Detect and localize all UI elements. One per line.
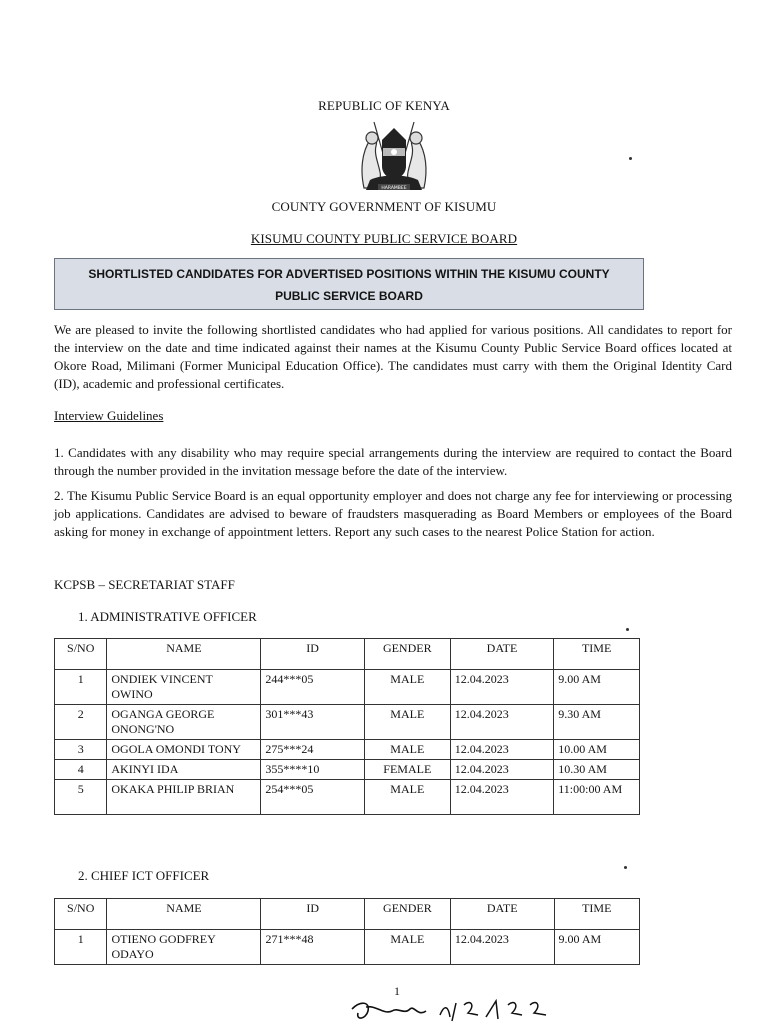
cell-time: 10.30 AM	[554, 760, 640, 780]
guideline-item-1: 1. Candidates with any disability who may require special arrangements during the interview are required to contact the Board through the number provided in the invitation message before the date of the interview.	[54, 445, 732, 478]
cell-time: 9.00 AM	[554, 670, 640, 705]
cell-time: 9.00 AM	[554, 930, 639, 965]
title-banner	[54, 258, 644, 310]
cell-id: 355****10	[261, 760, 364, 780]
table-header-row	[55, 899, 640, 930]
scan-speck	[626, 628, 629, 631]
section-title: KCPSB – SECRETARIAT STAFF	[54, 577, 235, 592]
county-government-heading: COUNTY GOVERNMENT OF KISUMU	[271, 199, 497, 214]
cell-sno: 5	[55, 780, 107, 815]
handwritten-signature	[348, 995, 558, 1024]
col-name: NAME	[107, 899, 261, 930]
cell-sno: 1	[55, 930, 107, 965]
col-date: DATE	[450, 639, 553, 670]
cell-sno: 3	[55, 740, 107, 760]
table-row	[55, 705, 640, 740]
col-date: DATE	[450, 899, 554, 930]
cell-id: 275***24	[261, 740, 364, 760]
col-sno: S/NO	[55, 639, 107, 670]
banner-line-2: PUBLIC SERVICE BOARD	[275, 289, 423, 303]
cell-id: 244***05	[261, 670, 364, 705]
cell-date: 12.04.2023	[450, 780, 553, 815]
cell-date: 12.04.2023	[450, 670, 553, 705]
guideline-item-2: 2. The Kisumu Public Service Board is an equal opportunity employer and does not charge any fee for interviewing or processing job applications. Candidates are advised to beware of fraudsters masquerading as Board Members or employees of the Board asking for money in exchange of appointment letters. Report any such cases to the nearest Police Station for action.	[54, 488, 732, 539]
cell-id: 301***43	[261, 705, 364, 740]
col-time: TIME	[554, 899, 639, 930]
cell-date: 12.04.2023	[450, 740, 553, 760]
cell-name: OGANGA GEORGE ONONG'NO	[107, 705, 261, 740]
col-gender: GENDER	[364, 639, 450, 670]
intro-paragraph: We are pleased to invite the following shortlisted candidates who had applied for various positions. All candidates to report for the interview on the date and time indicated against their names at the Kisumu County Public Service Board offices located at Okore Road, Milimani (Former Municipal Education Office). The candidates must carry with them the Original Identity Card (ID), academic and professional certificates.	[54, 322, 732, 391]
candidates-table-2	[54, 898, 640, 965]
cell-name: ONDIEK VINCENT OWINO	[107, 670, 261, 705]
col-id: ID	[261, 639, 364, 670]
cell-name: OTIENO GODFREY ODAYO	[107, 930, 261, 965]
scan-speck	[629, 157, 632, 160]
cell-sno: 2	[55, 705, 107, 740]
svg-text:HARAMBEE: HARAMBEE	[381, 186, 407, 191]
cell-date: 12.04.2023	[450, 930, 554, 965]
cell-id: 254***05	[261, 780, 364, 815]
cell-sno: 4	[55, 760, 107, 780]
candidates-table-1	[54, 638, 640, 815]
col-id: ID	[261, 899, 364, 930]
table-header-row	[55, 639, 640, 670]
cell-time: 9.30 AM	[554, 705, 640, 740]
position-title-2: 2. CHIEF ICT OFFICER	[78, 868, 210, 883]
table-row	[55, 760, 640, 780]
table-row	[55, 740, 640, 760]
republic-heading: REPUBLIC OF KENYA	[318, 98, 450, 113]
position-title-1: 1. ADMINISTRATIVE OFFICER	[78, 609, 257, 624]
scan-speck	[624, 866, 627, 869]
cell-time: 10.00 AM	[554, 740, 640, 760]
cell-sno: 1	[55, 670, 107, 705]
cell-gender: MALE	[364, 740, 450, 760]
guidelines-title: Interview Guidelines	[54, 408, 164, 423]
table-row	[55, 930, 640, 965]
banner-line-1: SHORTLISTED CANDIDATES FOR ADVERTISED POSITIONS WITHIN THE KISUMU COUNTY	[88, 267, 610, 281]
cell-gender: MALE	[364, 705, 450, 740]
cell-time: 11:00:00 AM	[554, 780, 640, 815]
table-row	[55, 780, 640, 815]
col-sno: S/NO	[55, 899, 107, 930]
cell-gender: MALE	[364, 670, 450, 705]
coat-of-arms-icon	[352, 118, 436, 196]
cell-gender: MALE	[364, 780, 450, 815]
board-heading: KISUMU COUNTY PUBLIC SERVICE BOARD	[250, 231, 518, 246]
cell-gender: FEMALE	[364, 760, 450, 780]
cell-date: 12.04.2023	[450, 760, 553, 780]
cell-id: 271***48	[261, 930, 364, 965]
col-gender: GENDER	[364, 899, 450, 930]
cell-name: AKINYI IDA	[107, 760, 261, 780]
cell-gender: MALE	[364, 930, 450, 965]
cell-name: OKAKA PHILIP BRIAN	[107, 780, 261, 815]
page-number: 1	[394, 984, 400, 998]
table-row	[55, 670, 640, 705]
col-name: NAME	[107, 639, 261, 670]
col-time: TIME	[554, 639, 640, 670]
cell-name: OGOLA OMONDI TONY	[107, 740, 261, 760]
cell-date: 12.04.2023	[450, 705, 553, 740]
